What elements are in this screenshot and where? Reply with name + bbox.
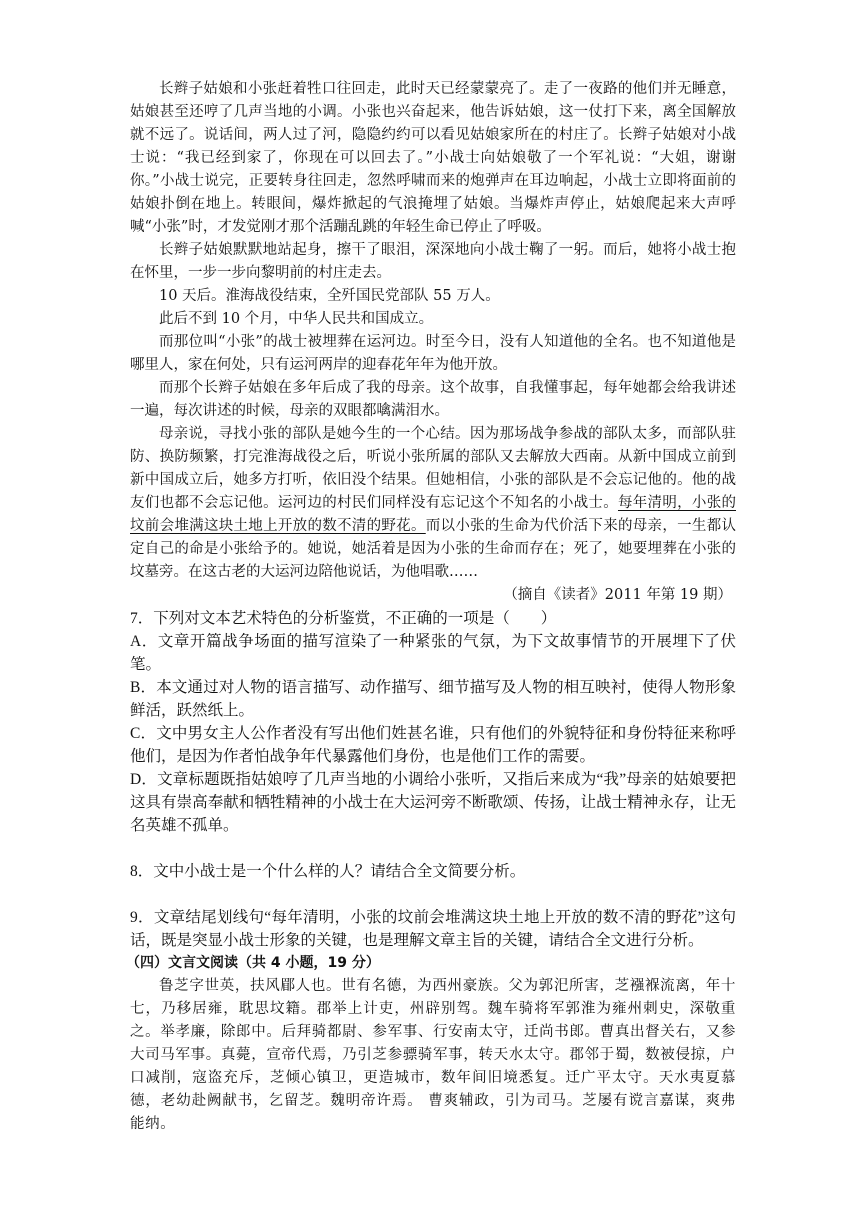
question-7-option-c: C．文中男女主人公作者没有写出他们姓甚名谁，只有他们的外貌特征和身份特征来称呼他们，是因为作者怕战争年代暴露他们身份，也是他们工作的需要。 — [130, 725, 736, 765]
underlined-sentence: 每年清明，小张的坟前会堆满这块土地上开放的数不清的野花。 — [130, 495, 736, 534]
classical-chinese-passage: 鲁芝字世英，扶风郿人也。世有名德，为西州豪族。父为郭汜所害，芝襁褓流离，年十七，乃移居雍，耽思坟籍。郡举上计吏，州辟别驾。魏车骑将军郭淮为雍州刺史，深敬重之。举孝廉，除郎中。后拜骑都尉、参军事、行安南太守，迁尚书郎。曹真出督关右，又参大司马军事。真薨，宣帝代焉，乃引芝参骠骑军事，转天水太守。郡邻于蜀，数被侵掠，户口减削，寇盗充斥，芝倾心镇卫，更造城市，数年间旧境悉复。迁广平太守。天水夷夏慕德，老幼赴阙献书，乞留芝。魏明帝许焉。 曹爽辅政，引为司马。芝屡有谠言嘉谋，爽弗能纳。 — [130, 978, 736, 1132]
passage-paragraph-2: 长辫子姑娘默默地站起身，擦干了眼泪，深深地向小战士鞠了一躬。而后，她将小战士抱在怀里，一步一步向黎明前的村庄走去。 — [130, 242, 736, 281]
question-7-option-b: B．本文通过对人物的语言描写、动作描写、细节描写及人物的相互映衬，使得人物形象鲜活，跃然纸上。 — [130, 679, 736, 719]
exam-page — [126, 78, 736, 1136]
question-7-option-a: A．文章开篇战争场面的描写渲染了一种紧张的气氛，为下文故事情节的开展埋下了伏笔。 — [130, 633, 736, 673]
passage-paragraph-1: 长辫子姑娘和小张赶着牲口往回走，此时天已经蒙蒙亮了。走了一夜路的他们并无睡意，姑娘甚至还哼了几声当地的小调。小张也兴奋起来，他告诉姑娘，这一仗打下来，离全国解放就不远了。说话间，两人过了河，隐隐约约可以看见姑娘家所在的村庄了。长辫子姑娘对小战士说：“我已经到家了，你现在可以回去了。”小战士向姑娘敬了一个军礼说：“大姐，谢谢你。”小战士说完，正要转身往回走，忽然呼啸而来的炮弹声在耳边响起，小战士立即将面前的姑娘扑倒在地上。转眼间，爆炸掀起的气浪掩埋了姑娘。当爆炸声停止，姑娘爬起来大声呼喊“小张”时，才发觉刚才那个活蹦乱跳的年轻生命已停止了呼吸。 — [130, 81, 736, 235]
passage-paragraph-7-start: 母亲说，寻找小张的部队是她今生的一个心结。因为那场战争参战的部队太多，而部队驻防、换防频繁，打完淮海战役之后，听说小张所属的部队又去解放大西南。从新中国成立前到新中国成立后，她多方打听，依旧没个结果。但她相信，小张的部队是不会忘记他的。他的战友们也都不会忘记他。运河边的村民们同样没有忘记这个不知名的小战士。 — [130, 426, 736, 511]
passage-paragraph-6: 而那个长辫子姑娘在多年后成了我的母亲。这个故事，自我懂事起，每年她都会给我讲述一遍，每次讲述的时候，母亲的双眼都噙满泪水。 — [130, 380, 736, 419]
passage-paragraph-5: 而那位叫“小张”的战士被埋葬在运河边。时至今日，没有人知道他的全名。也不知道他是哪里人，家在何处，只有运河两岸的迎春花年年为他开放。 — [130, 334, 736, 373]
spacer — [130, 883, 736, 906]
question-7-stem: 7．下列对文本艺术特色的分析鉴赏，不正确的一项是（ ） — [130, 610, 557, 627]
passage-paragraph-4: 此后不到 10 个月，中华人民共和国成立。 — [159, 311, 434, 327]
question-7-option-d: D．文章标题既指姑娘哼了几声当地的小调给小张听，又指后来成为“我”母亲的姑娘要把这具有崇高奉献和牺牲精神的小战士在大运河旁不断歌颂、传扬，让战士精神永存，让无名英雄不孤单。 — [130, 771, 736, 834]
passage-paragraph-3: 10 天后。淮海战役结束，全歼国民党部队 55 万人。 — [159, 288, 500, 304]
section-heading: （四）文言文阅读（共 4 小题，19 分） — [126, 955, 380, 971]
question-8: 8．文中小战士是一个什么样的人？请结合全文简要分析。 — [130, 863, 526, 880]
source-citation: （摘自《读者》2011 年第 19 期） — [503, 587, 732, 603]
spacer — [130, 837, 736, 860]
question-9: 9．文章结尾划线句“每年清明，小张的坟前会堆满这块土地上开放的数不清的野花”这句话，既是突显小战士形象的关键，也是理解文章主旨的关键，请结合全文进行分析。 — [130, 909, 736, 949]
passage-paragraph-7 — [130, 423, 736, 584]
passage-paragraph-7-end: 而以小张的生命为代价活下来的母亲，一生都认定自己的命是小张给予的。她说，她活着是因为小张的生命而存在；死了，她要埋葬在小张的坟墓旁。在这古老的大运河边陪他说话，为他唱歌…… — [130, 518, 736, 580]
